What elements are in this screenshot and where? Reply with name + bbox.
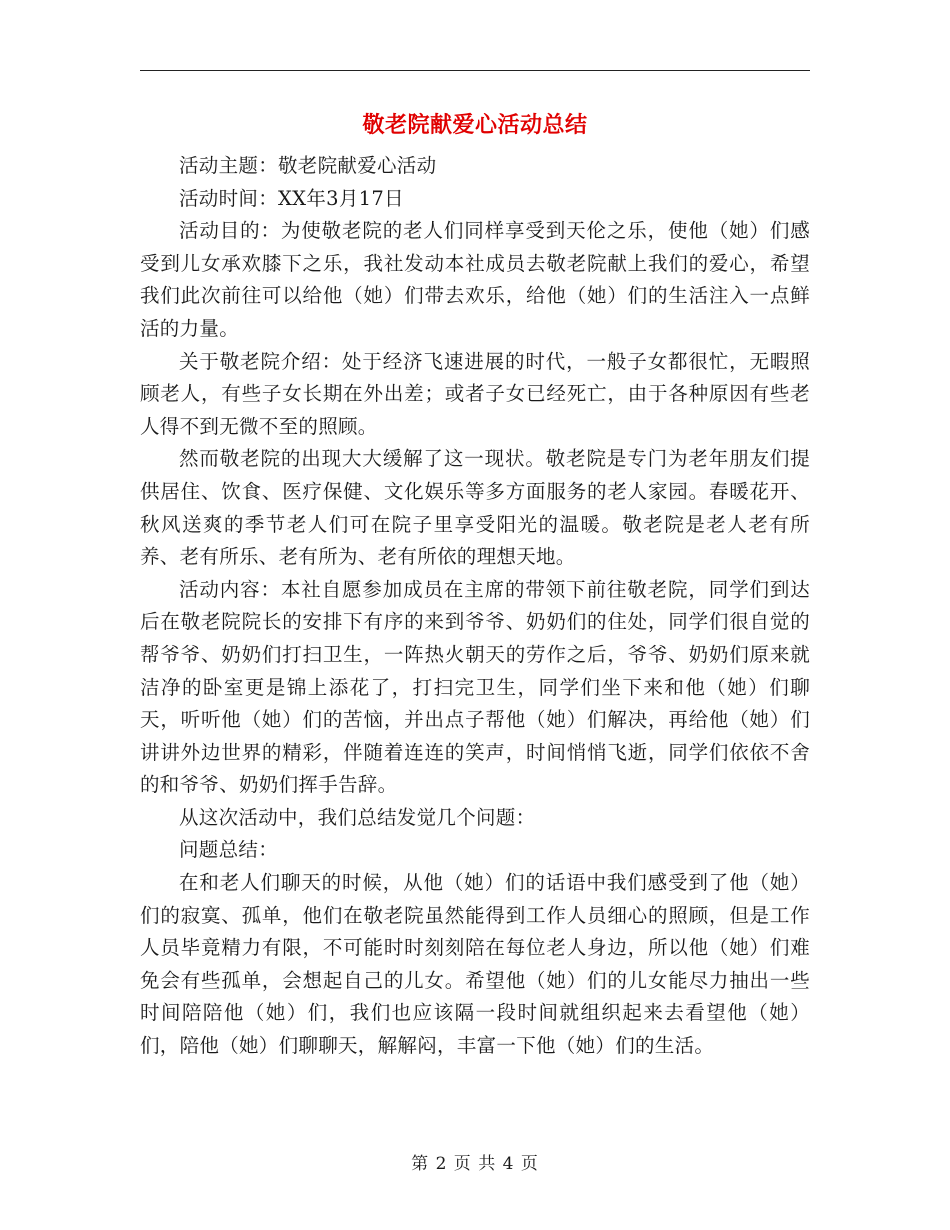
paragraph-purpose: 活动目的：为使敬老院的老人们同样享受到天伦之乐，使他（她）们感受到儿女承欢膝下之乐，我社发动本社成员去敬老院献上我们的爱心，希望我们此次前往可以给他（她）们带去欢乐，给他（她）们的生活注入一点鲜活的力量。 [140,219,810,340]
paragraph-theme: 活动主题：敬老院献爱心活动 [179,154,437,177]
paragraph-findings-intro: 从这次活动中，我们总结发觉几个问题： [179,805,536,829]
paragraph-description: 然而敬老院的出现大大缓解了这一现状。敬老院是专门为老年朋友们提供居住、饮食、医疗保健、文化娱乐等多方面服务的老人家园。春暖花开、秋风送爽的季节老人们可在院子里享受阳光的温暖。敬老院是老人老有所养、老有所乐、老有所为、老有所依的理想天地。 [140,447,810,569]
paragraph-content: 活动内容：本社自愿参加成员在主席的带领下前往敬老院，同学们到达后在敬老院院长的安排下有序的来到爷爷、奶奶们的住处，同学们很自觉的帮爷爷、奶奶们打扫卫生，一阵热火朝天的劳作之后，爷爷、奶奶们原来就洁净的卧室更是锦上添花了，打扫完卫生，同学们坐下来和他（她）们聊天，听听他（她）们的苦恼，并出点子帮他（她）们解决，再给他（她）们讲讲外边世界的精彩，伴随着连连的笑声，时间悄悄飞逝，同学们依依不舍的和爷爷、奶奶们挥手告辞。 [140,577,810,797]
paragraph-intro: 关于敬老院介绍：处于经济飞速进展的时代，一般子女都很忙，无暇照顾老人，有些子女长期在外出差；或者子女已经死亡，由于各种原因有些老人得不到无微不至的照顾。 [140,349,810,438]
document-body [140,150,810,1063]
paragraph-time: 活动时间：XX年3月17日 [179,186,404,210]
paragraph-summary-heading: 问题总结： [179,838,279,862]
document-title: 敬老院献爱心活动总结 [362,112,588,138]
paragraph-summary: 在和老人们聊天的时候，从他（她）们的话语中我们感受到了他（她）们的寂寞、孤单，他们在敬老院虽然能得到工作人员细心的照顾，但是工作人员毕竟精力有限，不可能时时刻刻陪在每位老人身边，所以他（她）们难免会有些孤单，会想起自己的儿女。希望他（她）们的儿女能尽力抽出一些时间陪陪他（她）们，我们也应该隔一段时间就组织起来去看望他（她）们，陪他（她）们聊聊天，解解闷，丰富一下他（她）们的生活。 [140,871,810,1058]
page-number: 第 2 页 共 4 页 [411,1154,539,1174]
header-rule [140,70,810,71]
